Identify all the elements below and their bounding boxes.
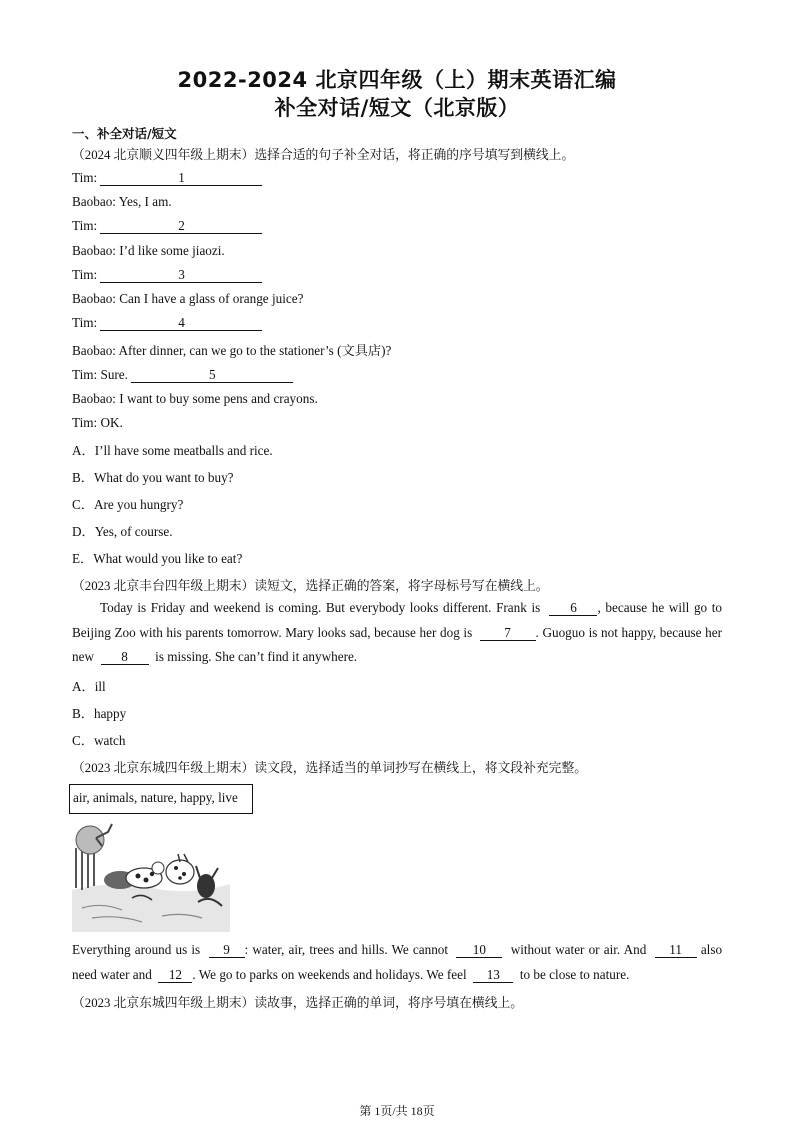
speaker-label: Tim: <box>72 315 98 330</box>
dialogue-line <box>72 391 318 407</box>
nature-illustration <box>72 818 230 932</box>
q3-text-1: Everything around us is <box>72 942 201 957</box>
dialogue-line <box>72 291 303 307</box>
q3-passage <box>72 938 722 987</box>
speaker-label: Baobao: <box>72 291 116 306</box>
dialogue-text: I’d like some jiaozi. <box>119 243 225 258</box>
q1-source: （2024 北京顺义四年级上期末）选择合适的句子补全对话，将正确的序号填写到横线上。 <box>72 148 575 162</box>
answer-option: A．I’ll have some meatballs and rice. <box>72 443 273 458</box>
answer-option: E．What would you like to eat? <box>72 551 243 566</box>
answer-option: B．happy <box>72 706 127 721</box>
blank-8[interactable]: 8 <box>101 650 149 665</box>
answer-blank[interactable]: 3 <box>100 268 262 283</box>
q3-text-3: without water or air. And <box>510 942 647 957</box>
dialogue-line <box>72 367 293 383</box>
document-title-line2: 补全对话/短文（北京版） <box>274 96 520 120</box>
speaker-label: Tim: <box>72 267 98 282</box>
answer-option: C．watch <box>72 733 126 748</box>
dialogue-line <box>72 170 262 186</box>
q2-text-4: is missing. She can’t find it anywhere. <box>155 649 358 664</box>
blank-13[interactable]: 13 <box>473 968 513 983</box>
blank-7[interactable]: 7 <box>480 626 536 641</box>
answer-option: D．Yes, of course. <box>72 524 173 539</box>
answer-option: A．ill <box>72 679 106 694</box>
dialogue-text: I want to buy some pens and crayons. <box>119 391 318 406</box>
speaker-label: Tim: <box>72 367 98 382</box>
q2-source: （2023 北京丰台四年级上期末）读短文，选择正确的答案，将字母标号写在横线上。 <box>72 579 549 593</box>
blank-12[interactable]: 12 <box>158 968 192 983</box>
q3-text-5: . We go to parks on weekends and holidays. We feel <box>192 966 467 982</box>
q2-text-3: . Guoguo is not happy, because her new <box>72 624 723 664</box>
document-title-line1: 2022-2024 北京四年级（上）期末英语汇编 <box>177 68 617 92</box>
q2-passage <box>72 596 722 670</box>
dialogue-text: Can I have a glass of orange juice? <box>119 291 304 306</box>
speaker-label: Baobao: <box>72 243 116 258</box>
q2-text-1: Today is Friday and weekend is coming. But everybody looks different. Frank is <box>100 600 541 615</box>
q3-text-2: : water, air, trees and hills. We cannot <box>244 942 449 957</box>
dialogue-line <box>72 243 225 259</box>
blank-11[interactable]: 11 <box>655 943 697 958</box>
dialogue-line <box>72 415 123 431</box>
dialogue-line <box>72 218 262 234</box>
q3-text-6: to be close to nature. <box>519 966 630 982</box>
blank-6[interactable]: 6 <box>549 601 597 616</box>
answer-option: B．What do you want to buy? <box>72 470 234 485</box>
answer-blank[interactable]: 5 <box>131 368 293 383</box>
q2-text-2: , because he will go to Beijing Zoo with his parents tomorrow. Mary looks sad, because her dog is <box>72 600 723 640</box>
answer-blank[interactable]: 2 <box>100 219 262 234</box>
page-footer: 第 1页/共 18页 <box>359 1104 435 1118</box>
blank-10[interactable]: 10 <box>456 943 502 958</box>
dialogue-text: Yes, I am. <box>118 194 172 209</box>
dialogue-line <box>72 340 391 359</box>
speaker-label: Tim: <box>72 170 98 185</box>
section-heading: 一、补全对话/短文 <box>72 126 177 141</box>
q3-source: （2023 北京东城四年级上期末）读文段，选择适当的单词抄写在横线上，将文段补充完整。 <box>72 761 588 775</box>
dialogue-text: Sure. <box>100 367 128 382</box>
dialogue-line <box>72 267 262 283</box>
q4-source: （2023 北京东城四年级上期末）读故事，选择正确的单词，将序号填在横线上。 <box>72 996 524 1010</box>
q3-text-4: also need water and <box>72 942 723 982</box>
speaker-label: Baobao: <box>72 194 116 209</box>
dialogue-text: After dinner, can we go to the stationer’s (文具店)? <box>118 343 392 358</box>
answer-blank[interactable]: 1 <box>100 171 262 186</box>
dialogue-text: OK. <box>100 415 123 430</box>
dialogue-line <box>72 194 172 210</box>
speaker-label: Baobao: <box>72 343 116 358</box>
speaker-label: Baobao: <box>72 391 116 406</box>
speaker-label: Tim: <box>72 218 98 233</box>
blank-9[interactable]: 9 <box>209 943 245 958</box>
dialogue-line <box>72 315 262 331</box>
speaker-label: Tim: <box>72 415 98 430</box>
word-box: air, animals, nature, happy, live <box>69 784 253 814</box>
answer-blank[interactable]: 4 <box>100 316 262 331</box>
answer-option: C．Are you hungry? <box>72 497 184 512</box>
